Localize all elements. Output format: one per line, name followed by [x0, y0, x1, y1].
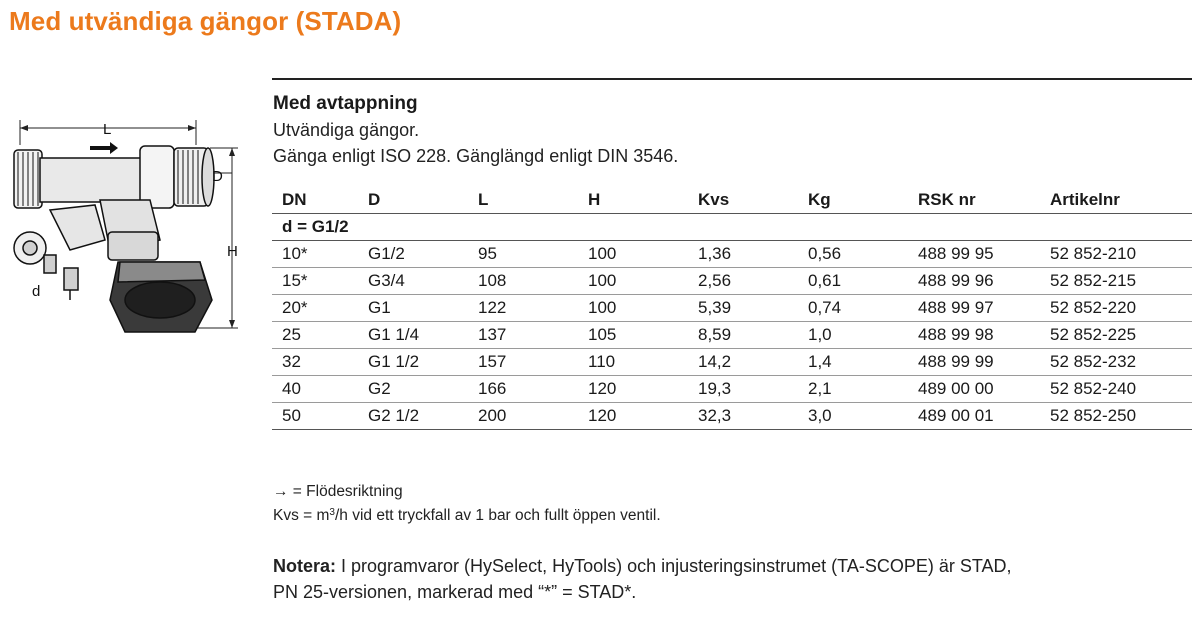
cell: 157: [468, 349, 578, 376]
kvs-definition-note: [273, 507, 661, 525]
group-label: d = G1/2: [272, 214, 1192, 241]
cell: 488 99 97: [908, 295, 1040, 322]
notera-label: Notera:: [273, 556, 337, 576]
header-d: D: [358, 187, 468, 214]
cell: 32: [272, 349, 358, 376]
cell: 52 852-220: [1040, 295, 1192, 322]
cell: 100: [578, 241, 688, 268]
label-D: D: [212, 168, 223, 185]
cell: G2: [358, 376, 468, 403]
cell: 19,3: [688, 376, 798, 403]
valve-drawing: [0, 110, 250, 340]
cell: 1,0: [798, 322, 908, 349]
cell: 2,1: [798, 376, 908, 403]
table-group-row: [272, 214, 1192, 241]
cell: 1,36: [688, 241, 798, 268]
cell: 108: [468, 268, 578, 295]
table-row: [272, 349, 1192, 376]
section-heading: Med avtappning: [273, 93, 418, 114]
notera-paragraph: [273, 553, 1012, 605]
cell: 110: [578, 349, 688, 376]
cell: G3/4: [358, 268, 468, 295]
flow-direction-note: → = Flödesriktning: [273, 483, 403, 500]
cell: 200: [468, 403, 578, 430]
table-row: [272, 322, 1192, 349]
cell: 50: [272, 403, 358, 430]
label-d: d: [32, 283, 41, 300]
notera-text-2: PN 25-versionen, markerad med “*” = STAD*.: [273, 582, 637, 602]
cell: 95: [468, 241, 578, 268]
cell: 52 852-250: [1040, 403, 1192, 430]
cell: 122: [468, 295, 578, 322]
cell: 488 99 98: [908, 322, 1040, 349]
cell: 489 00 00: [908, 376, 1040, 403]
cell: 52 852-215: [1040, 268, 1192, 295]
cell: 137: [468, 322, 578, 349]
table-row: [272, 403, 1192, 430]
header-kvs: Kvs: [688, 187, 798, 214]
cell: 488 99 96: [908, 268, 1040, 295]
cell: G2 1/2: [358, 403, 468, 430]
kvs-suffix: /h vid ett tryckfall av 1 bar och fullt öppen ventil.: [334, 507, 661, 524]
cell: 15*: [272, 268, 358, 295]
cell: 0,74: [798, 295, 908, 322]
cell: 488 99 95: [908, 241, 1040, 268]
label-L: L: [103, 121, 112, 138]
spec-table: [272, 187, 1192, 430]
cell: 3,0: [798, 403, 908, 430]
page-title: Med utvändiga gängor (STADA): [9, 6, 402, 36]
top-divider: [272, 78, 1192, 80]
cell: 0,61: [798, 268, 908, 295]
cell: 20*: [272, 295, 358, 322]
cell: 166: [468, 376, 578, 403]
cell: G1/2: [358, 241, 468, 268]
header-h: H: [578, 187, 688, 214]
cell: 2,56: [688, 268, 798, 295]
kvs-superscript: 3: [329, 507, 335, 518]
table-row: [272, 295, 1192, 322]
cell: 488 99 99: [908, 349, 1040, 376]
cell: 489 00 01: [908, 403, 1040, 430]
header-rsk: RSK nr: [908, 187, 1040, 214]
cell: 52 852-232: [1040, 349, 1192, 376]
description-line-2: Gänga enligt ISO 228. Gänglängd enligt DIN 3546.: [273, 146, 679, 166]
cell: 5,39: [688, 295, 798, 322]
header-l: L: [468, 187, 578, 214]
cell: 32,3: [688, 403, 798, 430]
cell: 52 852-210: [1040, 241, 1192, 268]
description-line-1: Utvändiga gängor.: [273, 120, 420, 140]
header-dn: DN: [272, 187, 358, 214]
cell: 120: [578, 376, 688, 403]
cell: 10*: [272, 241, 358, 268]
cell: 40: [272, 376, 358, 403]
cell: G1 1/2: [358, 349, 468, 376]
table-row: [272, 241, 1192, 268]
cell: 52 852-225: [1040, 322, 1192, 349]
kvs-prefix: Kvs = m: [273, 507, 330, 524]
cell: 100: [578, 268, 688, 295]
header-artikelnr: Artikelnr: [1040, 187, 1192, 214]
header-kg: Kg: [798, 187, 908, 214]
table-row: [272, 268, 1192, 295]
cell: G1 1/4: [358, 322, 468, 349]
cell: 14,2: [688, 349, 798, 376]
cell: 25: [272, 322, 358, 349]
table-header-row: [272, 187, 1192, 214]
cell: 0,56: [798, 241, 908, 268]
notera-text-1: I programvaror (HySelect, HyTools) och injusteringsinstrumet (TA-SCOPE) är STAD,: [336, 556, 1012, 576]
table-row: [272, 376, 1192, 403]
label-H: H: [227, 243, 238, 260]
cell: 8,59: [688, 322, 798, 349]
cell: 52 852-240: [1040, 376, 1192, 403]
cell: 100: [578, 295, 688, 322]
cell: 120: [578, 403, 688, 430]
cell: 1,4: [798, 349, 908, 376]
cell: G1: [358, 295, 468, 322]
cell: 105: [578, 322, 688, 349]
